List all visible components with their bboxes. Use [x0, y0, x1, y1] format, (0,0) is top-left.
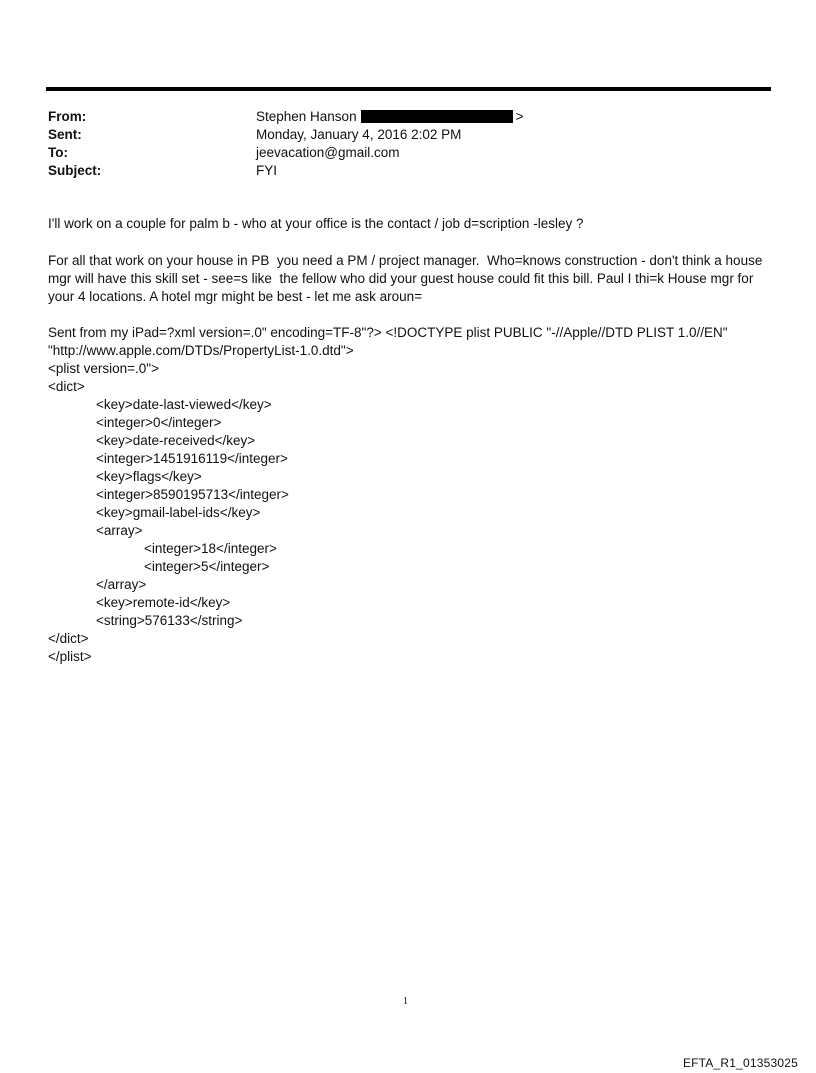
subject-label: Subject: [48, 163, 102, 178]
from-suffix: > [515, 109, 524, 124]
code-line: <string>576133</string> [96, 613, 243, 628]
code-line: <key>flags</key> [96, 469, 202, 484]
body-paragraph-1: I'll work on a couple for palm b - who at your office is the contact / job d=scription -lesley ? [48, 216, 584, 231]
header-rule [46, 87, 771, 91]
to-label: To: [48, 145, 68, 160]
code-line: </plist> [48, 649, 92, 664]
code-line: <integer>5</integer> [144, 559, 270, 574]
sent-label: Sent: [48, 127, 82, 142]
code-line: <array> [96, 523, 143, 538]
from-label: From: [48, 109, 87, 124]
subject-value: FYI [256, 163, 278, 178]
bates-number: EFTA_R1_01353025 [682, 1056, 798, 1070]
code-line: <plist version=.0"> [48, 361, 159, 376]
code-line: <integer>1451916119</integer> [96, 451, 288, 466]
code-line: <integer>0</integer> [96, 415, 222, 430]
page-number: 1 [403, 996, 408, 1007]
signature-line: Sent from my iPad=?xml version=.0" encoding=TF-8"?> <!DOCTYPE plist PUBLIC "-//Apple//DTD PLIST 1.0//EN" [48, 325, 728, 340]
body-paragraph-2: For all that work on your house in PB you need a PM / project manager. Who=knows construction - don't think a house mgr will have this skill set - see=s like the fellow who did your guest house could fit this bill. Paul I thi=k House mgr for your 4 locations. A hotel mgr might be best - let me ask aroun= [48, 253, 767, 304]
code-line: <key>gmail-label-ids</key> [96, 505, 261, 520]
sent-value: Monday, January 4, 2016 2:02 PM [256, 127, 462, 142]
code-line: <integer>18</integer> [144, 541, 277, 556]
code-line: </array> [96, 577, 147, 592]
code-line: <key>date-received</key> [96, 433, 256, 448]
redaction-box [361, 110, 513, 123]
code-line: <key>date-last-viewed</key> [96, 397, 272, 412]
code-line: <integer>8590195713</integer> [96, 487, 289, 502]
code-line: </dict> [48, 631, 89, 646]
to-value: jeevacation@gmail.com [256, 145, 400, 160]
code-line: <key>remote-id</key> [96, 595, 231, 610]
from-value [256, 109, 523, 125]
code-line: <dict> [48, 379, 85, 394]
from-name: Stephen Hanson [256, 109, 357, 124]
code-line: "http://www.apple.com/DTDs/PropertyList-1.0.dtd"> [48, 343, 354, 358]
